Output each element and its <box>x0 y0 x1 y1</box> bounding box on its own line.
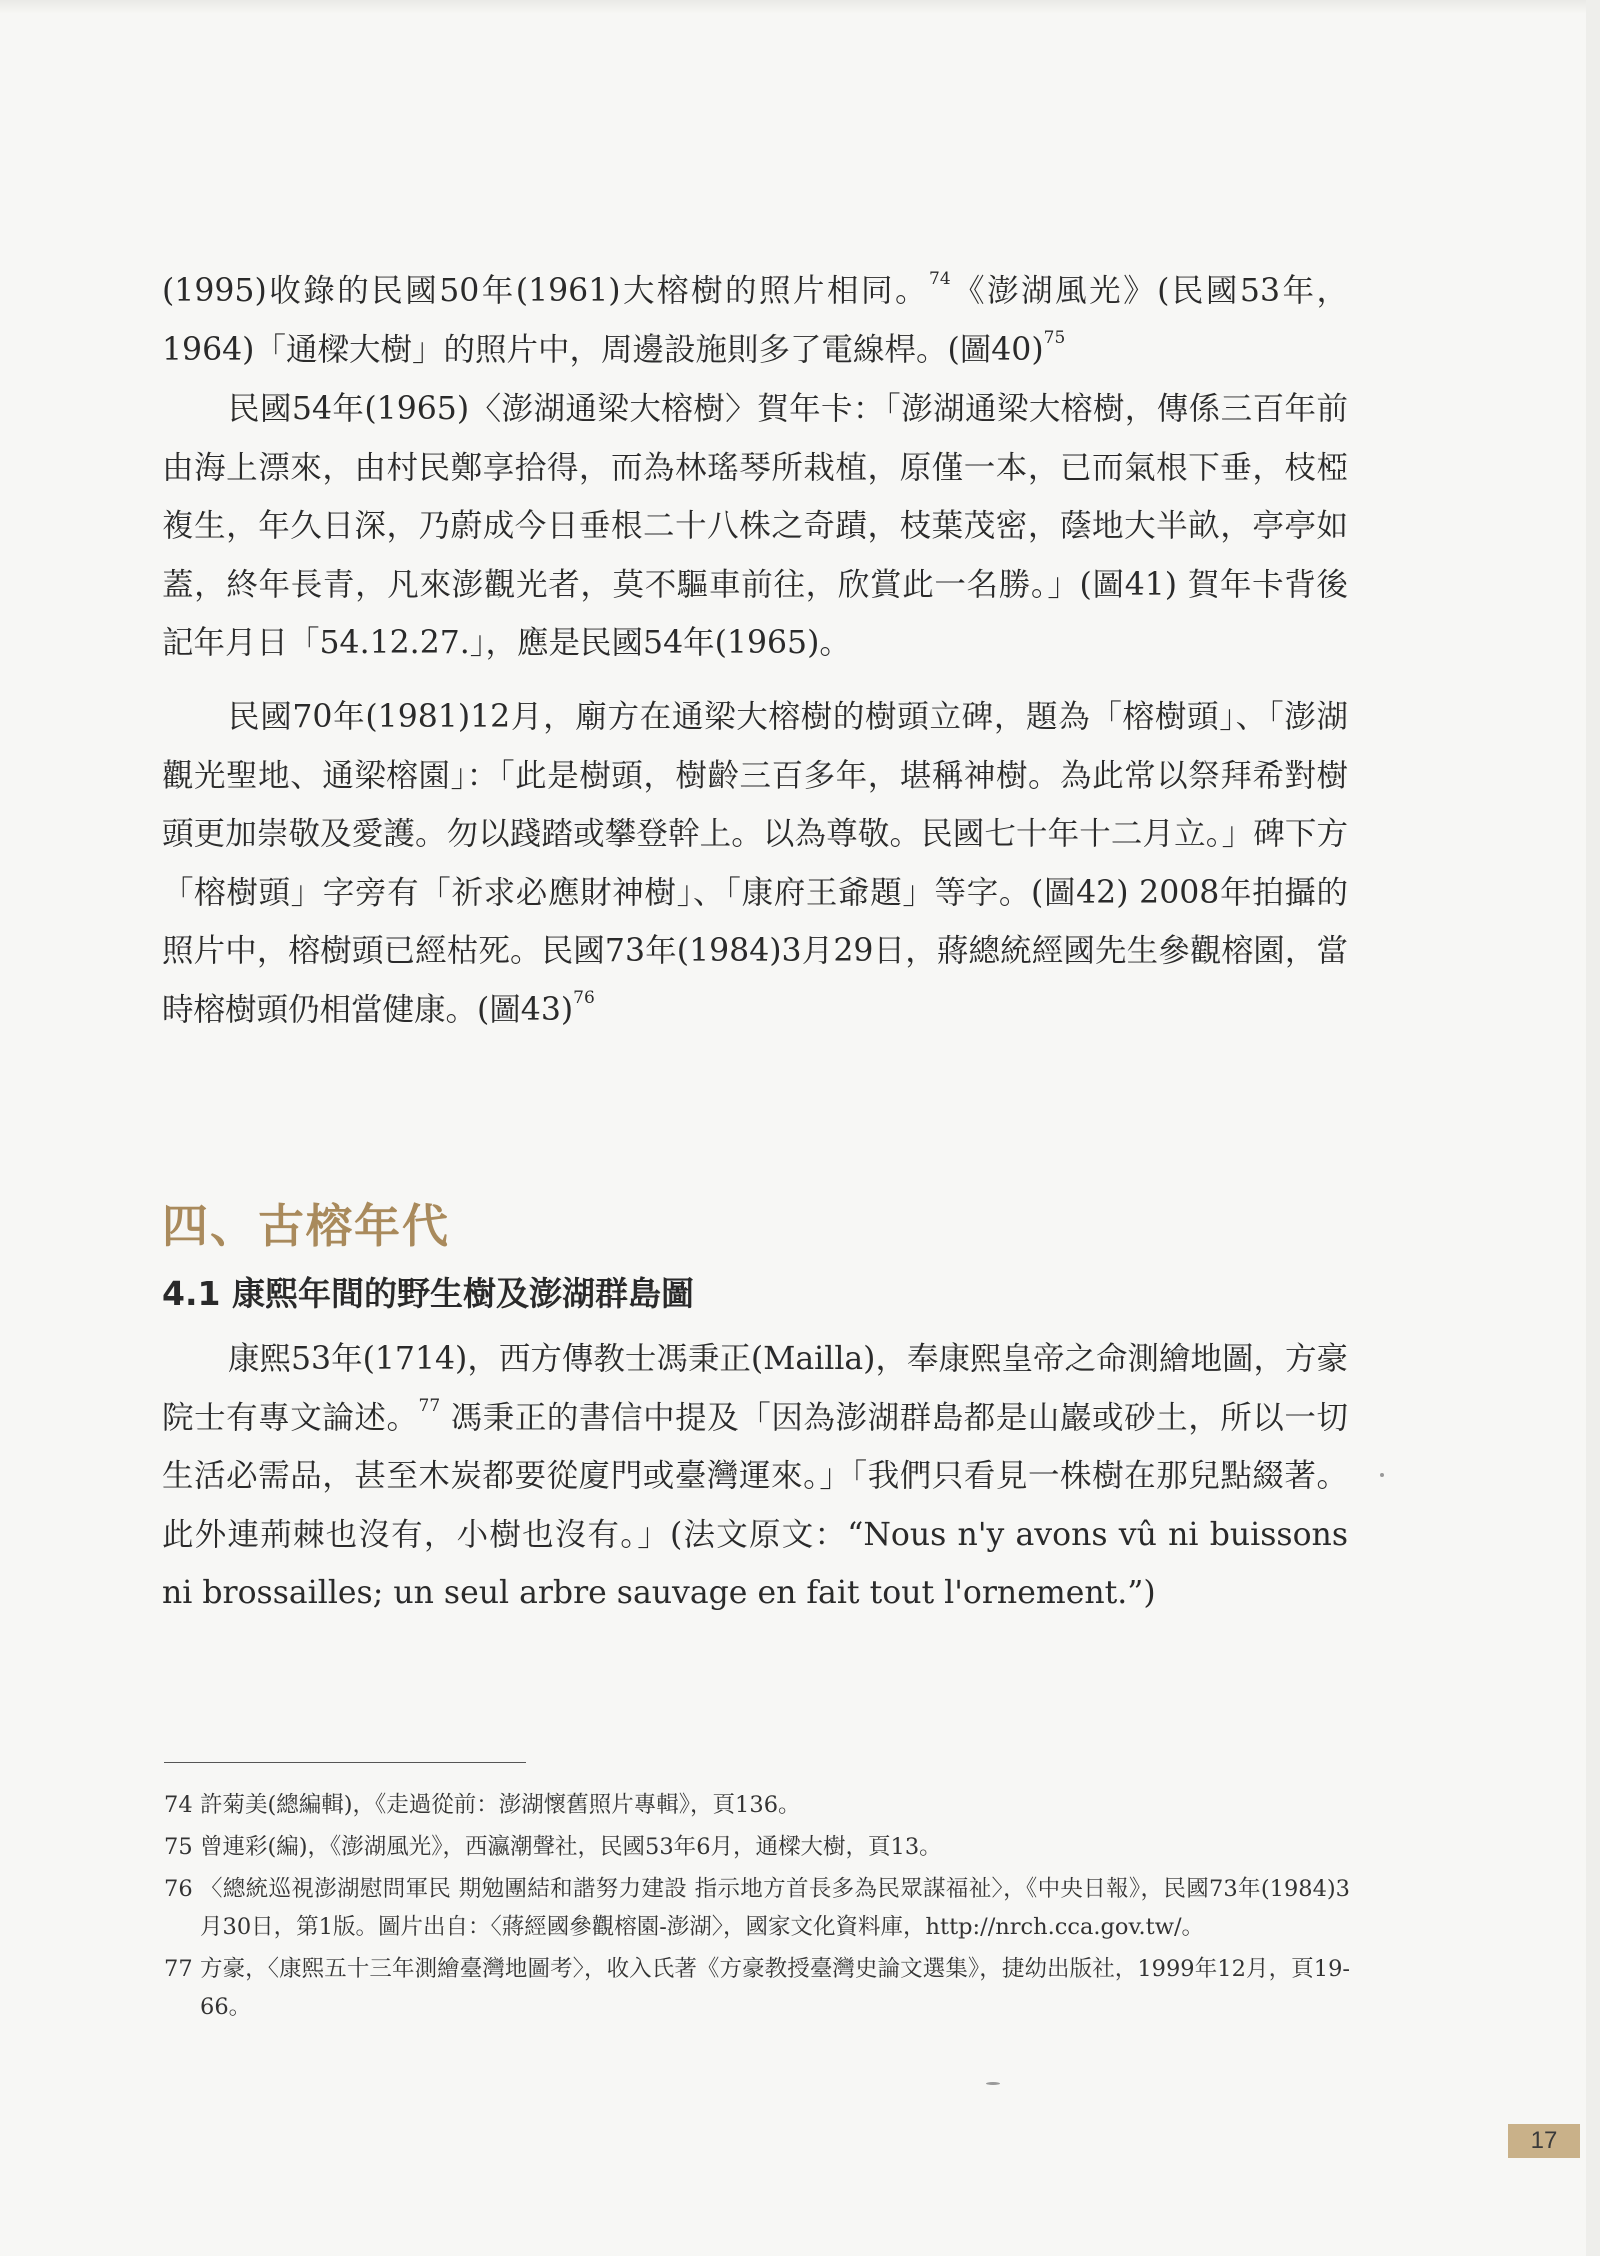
scan-top-shadow <box>0 0 1600 14</box>
footnote-number: 75 <box>164 1834 193 1860</box>
paragraph-text: 民國54年(1965)〈澎湖通梁大榕樹〉賀年卡：「澎湖通梁大榕樹，傳係三百年前由海上漂來，由村民鄭享拾得，而為林瑤琴所栽植，原僅一本，已而氣根下垂，枝椏複生，年久日深，乃蔚成今日垂根二十八株之奇蹟，枝葉茂密，蔭地大半畝，亭亭如蓋，終年長青，凡來澎觀光者，莫不驅車前往，欣賞此一名勝。」(圖41) 賀年卡背後記年月日「54.12.27.」，應是民國54年(1965)。 <box>162 391 1348 661</box>
footnote-number: 77 <box>164 1956 193 1982</box>
body-paragraph-1 <box>162 262 1348 379</box>
footnote-item <box>164 1828 1350 1866</box>
paragraph-text: 馮秉正的書信中提及「因為澎湖群島都是山巖或砂土，所以一切生活必需品，甚至木炭都要從廈門或臺灣運來。」「我們只看見一株樹在那兒點綴著。此外連荊棘也沒有，小樹也沒有。」(法文原文：“Nous n'y avons vû ni buissons ni brossailles; un seul arbre sauvage en fait tout l'ornement.”) <box>162 1399 1348 1611</box>
footnote-text: 〈總統巡視澎湖慰問軍民 期勉團結和諧努力建設 指示地方首長多為民眾謀福祉〉，《中央日報》，民國73年(1984)3月30日，第1版。圖片出自：〈蔣經國參觀榕園-澎湖〉，國家文化資料庫，http://nrch.cca.gov.tw/。 <box>200 1876 1350 1940</box>
body-paragraph-4 <box>162 1330 1348 1623</box>
body-paragraph-3 <box>162 688 1348 1039</box>
footnote-separator <box>164 1762 526 1763</box>
body-paragraph-2 <box>162 380 1348 673</box>
footnote-text: 曾連彩(編)，《澎湖風光》，西瀛潮聲社，民國53年6月，通樑大樹，頁13。 <box>200 1834 942 1860</box>
footnote-item <box>164 1786 1350 1824</box>
footnote-number: 76 <box>164 1876 193 1902</box>
section-heading: 四、古榕年代 <box>162 1199 450 1253</box>
paragraph-text: (1995)收錄的民國50年(1961)大榕樹的照片相同。 <box>162 273 930 309</box>
sub-heading: 4.1 康熙年間的野生樹及澎湖群島圖 <box>162 1274 694 1313</box>
paragraph-text: 康熙53年(1714)，西方傳教士馮秉正(Mailla)，奉康熙皇帝之命測繪地圖，方豪院士有專文論述。 <box>162 1341 1348 1436</box>
footnote-reference: 76 <box>573 987 595 1008</box>
footnote-reference: 74 <box>929 269 951 289</box>
page-number: 17 <box>1508 2124 1580 2158</box>
footnote-number: 74 <box>164 1792 193 1818</box>
footnote-list <box>164 1786 1350 2030</box>
paragraph-text: 《澎湖風光》(民國53年，1964)「通樑大樹」的照片中，周邊設施則多了電線桿。(圖40) <box>162 273 1348 368</box>
scan-speck <box>986 2082 1000 2085</box>
footnote-text: 許菊美(總編輯)，《走過從前：澎湖懷舊照片專輯》，頁136。 <box>200 1792 801 1818</box>
footnote-item <box>164 1870 1350 1946</box>
footnote-text: 方豪，〈康熙五十三年測繪臺灣地圖考〉，收入氏著《方豪教授臺灣史論文選集》，捷幼出版社，1999年12月，頁19-66。 <box>200 1956 1350 2020</box>
footnote-reference: 75 <box>1043 327 1066 348</box>
footnote-reference: 77 <box>418 1395 441 1416</box>
footnote-item <box>164 1950 1350 2026</box>
paragraph-text: 民國70年(1981)12月，廟方在通梁大榕樹的樹頭立碑，題為「榕樹頭」、「澎湖觀光聖地、通梁榕園」：「此是樹頭，樹齡三百多年，堪稱神樹。為此常以祭拜希對樹頭更加崇敬及愛護。勿以踐踏或攀登幹上。以為尊敬。民國七十年十二月立。」碑下方「榕樹頭」字旁有「祈求必應財神樹」、「康府王爺題」等字。(圖42) 2008年拍攝的照片中，榕樹頭已經枯死。民國73年(1984)3月29日，蔣總統經國先生參觀榕園，當時榕樹頭仍相當健康。(圖43) <box>162 699 1348 1028</box>
scan-speck <box>1380 1473 1384 1477</box>
scan-right-edge <box>1586 0 1600 2256</box>
